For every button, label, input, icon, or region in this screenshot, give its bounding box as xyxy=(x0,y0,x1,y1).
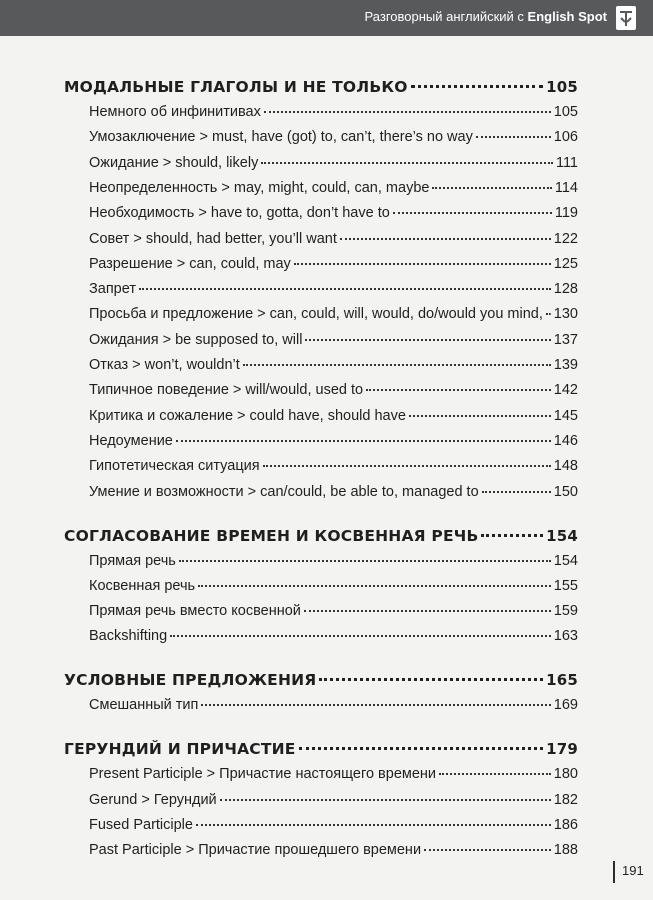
toc-entry-title: Гипотетическая ситуация xyxy=(89,458,260,475)
toc-section-page: 165 xyxy=(546,671,578,690)
toc-section-title: УСЛОВНЫЕ ПРЕДЛОЖЕНИЯ xyxy=(64,671,317,690)
dot-leader xyxy=(481,533,543,537)
toc-entry[interactable] xyxy=(89,766,578,782)
toc-entry[interactable] xyxy=(89,306,578,322)
toc-entry[interactable] xyxy=(89,578,578,594)
toc-entry-title: Present Participle > Причастие настоящего времени xyxy=(89,766,437,783)
page-number: 191 xyxy=(622,863,644,878)
toc-entry-title: Типичное поведение > will/would, used to xyxy=(89,382,364,399)
toc-section-page: 105 xyxy=(546,78,578,96)
toc-entry-page: 159 xyxy=(553,603,578,620)
toc-entry-title: Неопределенность > may, might, could, can, maybe xyxy=(89,179,430,196)
toc-entry-title: Fused Participle xyxy=(89,817,193,833)
toc-entry[interactable] xyxy=(89,433,578,449)
dot-leader xyxy=(139,287,551,290)
dot-leader xyxy=(340,237,551,240)
header-title xyxy=(365,9,607,24)
dot-leader xyxy=(243,363,551,366)
toc-entry-page: 128 xyxy=(553,281,578,298)
dot-leader xyxy=(424,848,551,851)
toc-entry-page: 150 xyxy=(553,483,578,500)
toc-entry[interactable] xyxy=(89,205,578,221)
toc-entry[interactable] xyxy=(89,281,578,297)
toc-section[interactable] xyxy=(64,740,578,758)
toc-entry[interactable] xyxy=(89,603,578,619)
toc-entry-title: Умение и возможности > can/could, be able to, managed to xyxy=(89,483,479,500)
toc-entry-page: 119 xyxy=(554,205,578,222)
toc-section-title: СОГЛАСОВАНИЕ ВРЕМЕН И КОСВЕННАЯ РЕЧЬ xyxy=(64,526,479,545)
dot-leader xyxy=(482,490,551,493)
dot-leader xyxy=(176,439,551,442)
toc-entry-page: 139 xyxy=(553,357,578,373)
page-number-divider xyxy=(613,861,615,883)
toc-entry-page: 125 xyxy=(553,255,578,272)
english-spot-logo-icon xyxy=(613,4,639,32)
toc-entry-title: Совет > should, had better, you’ll want xyxy=(89,230,337,247)
toc-entry[interactable] xyxy=(89,408,578,424)
toc-entry-title: Ожидание > should, likely xyxy=(89,154,259,171)
toc-entry[interactable] xyxy=(89,129,578,145)
toc-entry[interactable] xyxy=(89,817,578,833)
dot-leader xyxy=(439,772,551,775)
toc-entry[interactable] xyxy=(89,104,578,120)
toc-entry[interactable] xyxy=(89,155,578,171)
toc-entry[interactable] xyxy=(89,382,578,398)
toc-entry-title: Критика и сожаление > could have, should have xyxy=(89,407,406,424)
header-brand: English Spot xyxy=(527,9,607,24)
toc-entry-page: 146 xyxy=(553,432,578,449)
toc-entry-page: 106 xyxy=(553,129,578,146)
toc-entry[interactable] xyxy=(89,484,578,500)
toc-section[interactable] xyxy=(64,78,578,96)
toc-entry[interactable] xyxy=(89,628,578,644)
toc-entry-page: 180 xyxy=(553,766,578,783)
dot-leader xyxy=(264,110,551,113)
dot-leader xyxy=(179,559,551,562)
toc-entry-title: Просьба и предложение > can, could, will, would, do/would you mind, xyxy=(89,306,543,323)
toc-entry-page: 186 xyxy=(553,817,578,833)
toc-entry-page: 188 xyxy=(553,842,578,859)
toc-entry-title: Косвенная речь xyxy=(89,577,196,594)
toc-entry-page: 145 xyxy=(553,407,578,424)
toc-entry-title: Запрет xyxy=(89,281,136,298)
header-text-prefix: Разговорный английский с xyxy=(364,9,524,24)
toc-entry-title: Смешанный тип xyxy=(89,697,199,714)
toc-entry-page: 114 xyxy=(554,179,578,196)
dot-leader xyxy=(366,388,551,391)
toc-entry-page: 137 xyxy=(553,331,578,348)
toc-entry-title: Ожидания > be supposed to, will xyxy=(89,331,303,348)
dot-leader xyxy=(432,186,551,189)
dot-leader xyxy=(196,823,551,826)
toc-entry-title: Backshifting xyxy=(89,628,168,645)
toc-entry[interactable] xyxy=(89,256,578,272)
toc-section[interactable] xyxy=(64,671,578,689)
toc-entry[interactable] xyxy=(89,231,578,247)
toc-section-page: 179 xyxy=(546,740,578,759)
toc-entry-title: Разрешение > can, could, may xyxy=(89,255,291,272)
toc-entry-title: Отказ > won’t, wouldn’t xyxy=(89,357,240,373)
toc-section-title: ГЕРУНДИЙ И ПРИЧАСТИЕ xyxy=(64,740,296,759)
toc-entry[interactable] xyxy=(89,553,578,569)
toc-entry-page: 163 xyxy=(553,628,578,645)
running-header xyxy=(0,0,653,36)
toc-entry-page: 155 xyxy=(553,577,578,594)
dot-leader xyxy=(546,312,551,315)
toc-entry-title: Умозаключение > must, have (got) to, can’t, there’s no way xyxy=(89,129,473,146)
toc-entry[interactable] xyxy=(89,357,578,373)
toc-section[interactable] xyxy=(64,527,578,545)
toc-entry-page: 130 xyxy=(553,306,578,323)
toc-entry[interactable] xyxy=(89,332,578,348)
dot-leader xyxy=(220,798,551,801)
dot-leader xyxy=(305,338,550,341)
toc-section-page: 154 xyxy=(546,526,578,545)
toc-entry-page: 105 xyxy=(553,104,578,120)
dot-leader xyxy=(319,677,543,681)
dot-leader xyxy=(294,262,551,265)
dot-leader xyxy=(476,135,551,138)
toc-entry[interactable] xyxy=(89,180,578,196)
toc-entry-page: 182 xyxy=(553,791,578,808)
toc-entry-page: 169 xyxy=(553,697,578,714)
toc-entry-page: 142 xyxy=(553,382,578,399)
toc-entry-title: Недоумение xyxy=(89,432,173,449)
toc-entry[interactable] xyxy=(89,458,578,474)
toc-entry-title: Gerund > Герундий xyxy=(89,791,217,808)
toc-entry-page: 154 xyxy=(553,552,578,569)
dot-leader xyxy=(261,161,553,164)
dot-leader xyxy=(263,464,551,467)
toc-entry-title: Прямая речь xyxy=(89,552,176,569)
dot-leader xyxy=(198,584,551,587)
dot-leader xyxy=(411,84,543,88)
dot-leader xyxy=(393,211,552,214)
toc-entry[interactable] xyxy=(89,697,578,713)
dot-leader xyxy=(409,414,551,417)
toc-entry[interactable] xyxy=(89,792,578,808)
toc-entry-title: Past Participle > Причастие прошедшего времени xyxy=(89,842,422,859)
toc-entry-page: 148 xyxy=(553,458,578,475)
toc-entry[interactable] xyxy=(89,842,578,858)
toc-entry-page: 111 xyxy=(555,154,578,171)
dot-leader xyxy=(299,746,543,750)
toc-entry-title: Прямая речь вместо косвенной xyxy=(89,603,301,620)
dot-leader xyxy=(170,634,551,637)
toc-entry-page: 122 xyxy=(553,230,578,247)
toc-entry-title: Немного об инфинитивах xyxy=(89,104,261,120)
dot-leader xyxy=(201,703,550,706)
toc-section-title: МОДАЛЬНЫЕ ГЛАГОЛЫ И НЕ ТОЛЬКО xyxy=(64,78,408,96)
dot-leader xyxy=(304,609,551,612)
toc-entry-title: Необходимость > have to, gotta, don’t have to xyxy=(89,205,390,222)
